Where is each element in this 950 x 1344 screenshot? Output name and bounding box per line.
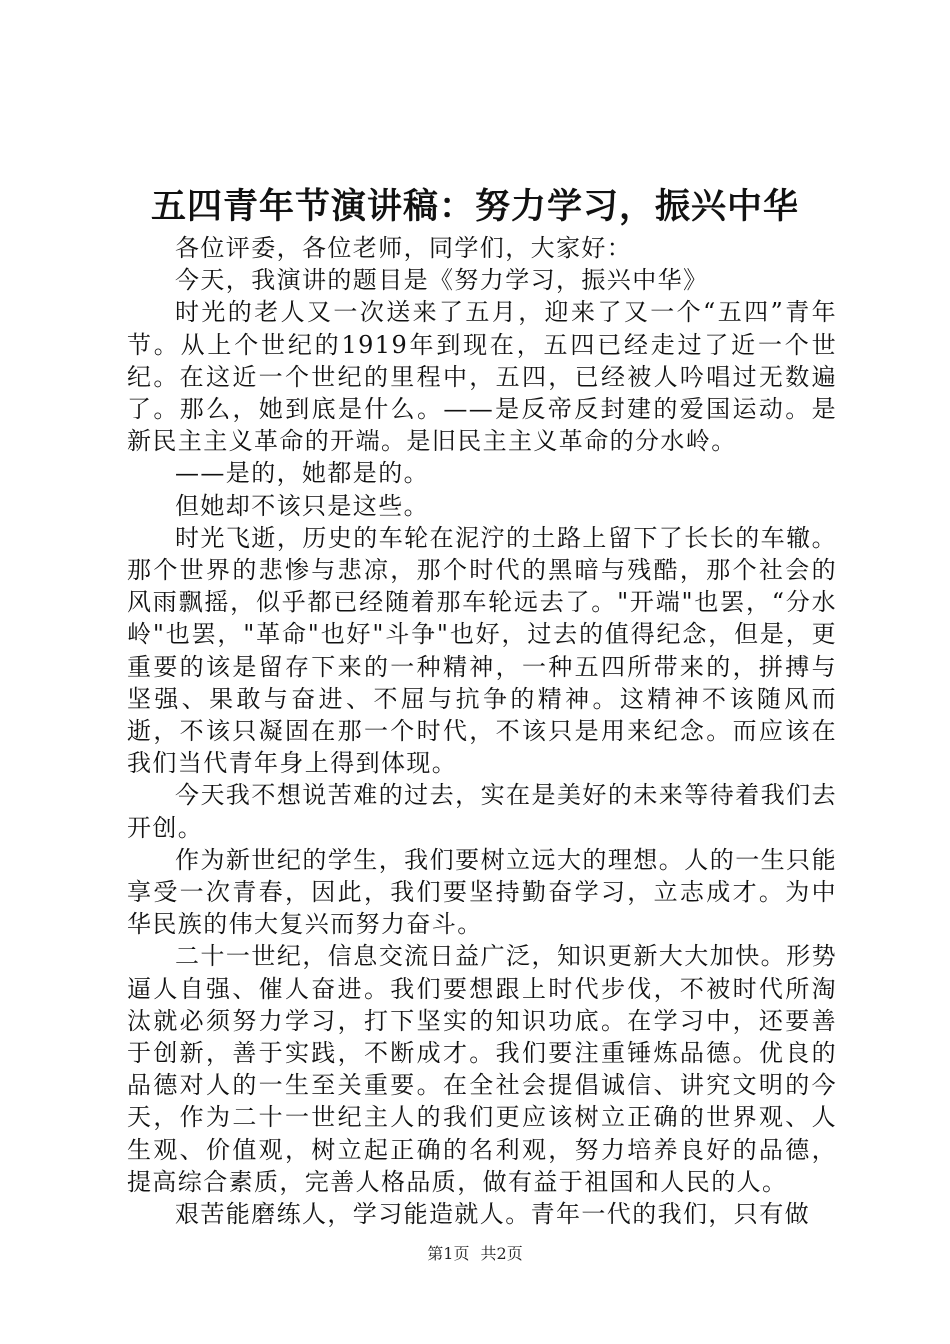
paragraph: 二十一世纪，信息交流日益广泛，知识更新大大加快。形势逼人自强、催人奋进。我们要想跟上时代步伐，不被时代所淘汰就必须努力学习，打下坚实的知识功底。在学习中，还要善于创新，善于实践，不断成才。我们要注重锤炼品德。优良的品德对人的一生至关重要。在全社会提倡诚信、讲究文明的今天，作为二十一世纪主人的我们更应该树立正确的世界观、人生观、价值观，树立起正确的名利观，努力培养良好的品德，提高综合素质，完善人格品质，做有益于祖国和人民的人。: [127, 942, 837, 1196]
paragraph: 作为新世纪的学生，我们要树立远大的理想。人的一生只能享受一次青春，因此，我们要坚持勤奋学习，立志成才。为中华民族的伟大复兴而努力奋斗。: [127, 845, 837, 939]
paragraph: 艰苦能磨练人，学习能造就人。青年一代的我们，只有做: [175, 1200, 810, 1229]
paragraph: ——是的，她都是的。: [175, 459, 429, 488]
page-number: 第1页: [427, 1244, 470, 1263]
page-total: 共2页: [480, 1244, 523, 1263]
page-footer: [0, 1243, 950, 1265]
document-title: 五四青年节演讲稿：努力学习，振兴中华: [150, 186, 799, 227]
paragraph: 今天我不想说苦难的过去，实在是美好的未来等待着我们去开创。: [127, 781, 837, 842]
paragraph: 时光飞逝，历史的车轮在泥泞的土路上留下了长长的车辙。那个世界的悲惨与悲凉，那个时代的黑暗与残酷，那个社会的风雨飘摇，似乎都已经随着那车轮远去了。"开端"也罢，“分水岭"也罢，"革命"也好"斗争"也好，过去的值得纪念，但是，更重要的该是留存下来的一种精神，一种五四所带来的，拼搏与坚强、果敢与奋进、不屈与抗争的精神。这精神不该随风而逝，不该只凝固在那一个时代，不该只是用来纪念。而应该在我们当代青年身上得到体现。: [127, 523, 837, 778]
paragraph: 各位评委，各位老师，同学们，大家好：: [175, 234, 633, 262]
document-body: [127, 232, 837, 1230]
paragraph: 时光的老人又一次送来了五月，迎来了又一个“五四”青年节。从上个世纪的1919年到现在，五四已经走过了近一个世纪。在这近一个世纪的里程中，五四，已经被人吟唱过无数遍了。那么，她到底是什么。——是反帝反封建的爱国运动。是新民主主义革命的开端。是旧民主主义革命的分水岭。: [127, 298, 837, 456]
paragraph: 今天，我演讲的题目是《努力学习，振兴中华》: [175, 266, 709, 295]
paragraph: 但她却不该只是这些。: [175, 491, 429, 520]
